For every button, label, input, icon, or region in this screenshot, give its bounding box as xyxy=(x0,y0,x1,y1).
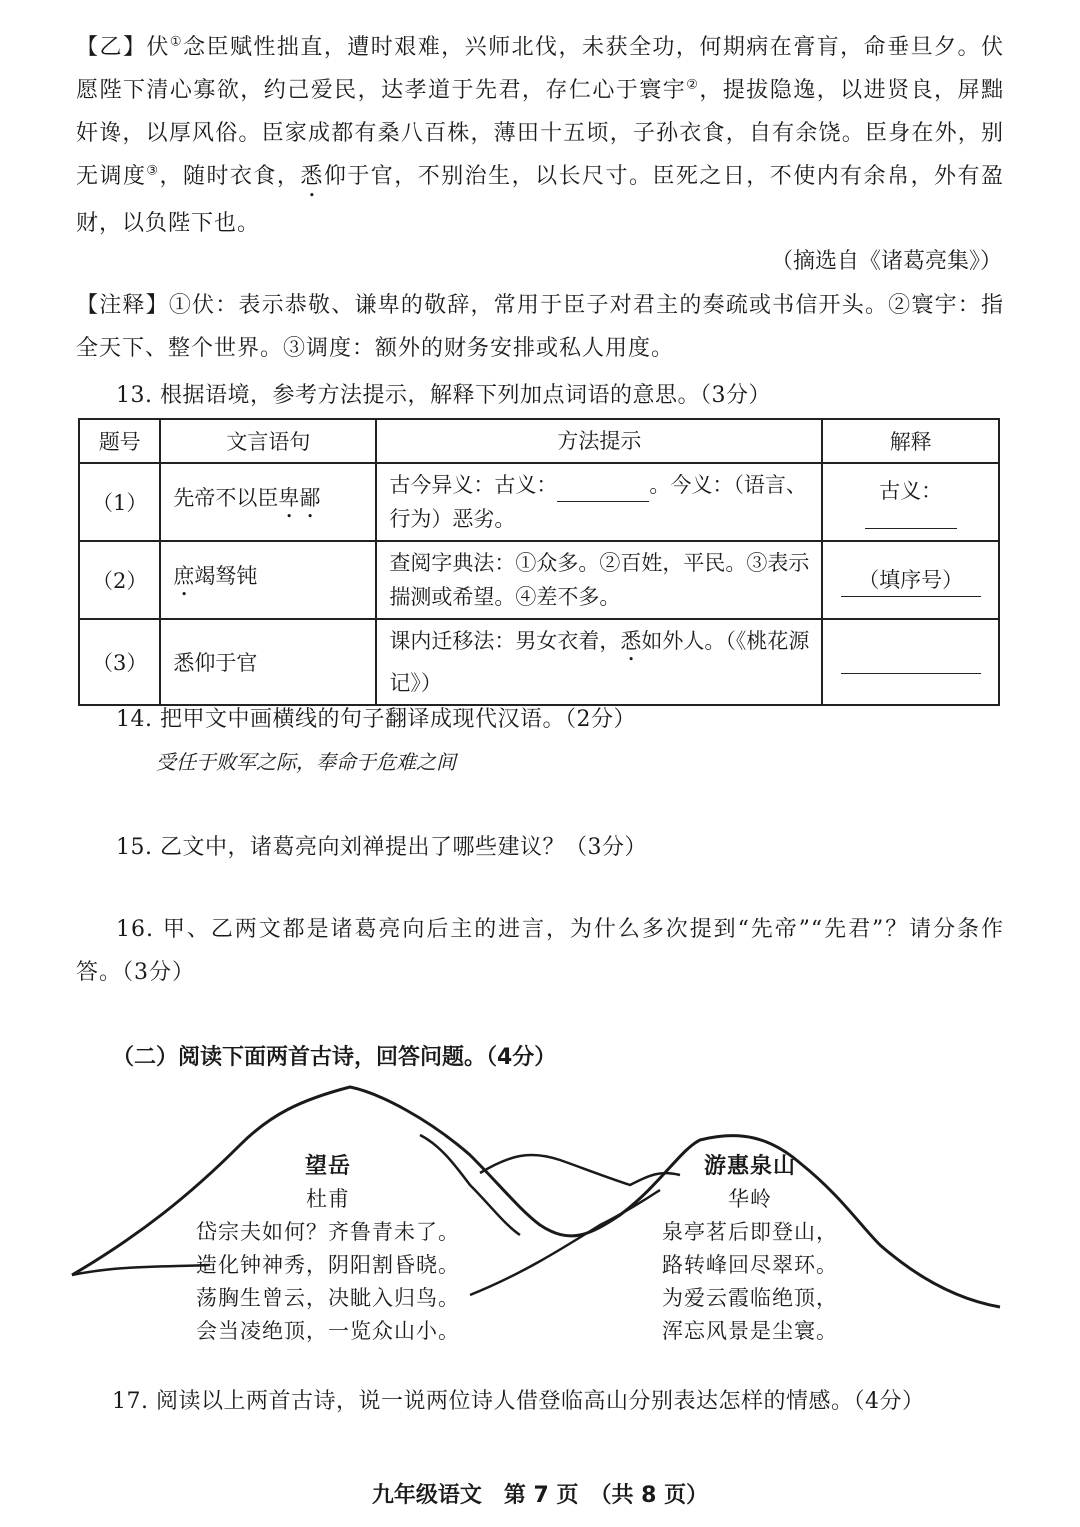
poem-line: 造化钟神秀，阴阳割昏晓。 xyxy=(196,1253,460,1277)
header-explanation: 解释 xyxy=(822,419,999,463)
answer-blank-hint[interactable] xyxy=(557,479,649,502)
poem-wangyue xyxy=(196,1150,460,1348)
question-15-title: 15. 乙文中，诸葛亮向刘禅提出了哪些建议？（3分） xyxy=(116,835,647,860)
mountain-illustration xyxy=(0,1075,1080,1335)
dotted-word-xi-hint: 悉 xyxy=(620,629,642,653)
answer-blank-2[interactable]: （填序号） xyxy=(841,564,981,597)
table-row: （3） 悉仰于官 课内迁移法：男女衣着，悉如外人。（《桃花源记》） xyxy=(79,619,999,705)
poem-line: 浑忘风景是尘寰。 xyxy=(662,1319,838,1343)
table-header-row xyxy=(79,419,999,463)
poem-line: 路转峰回尽翠环。 xyxy=(662,1253,838,1277)
ridge-line xyxy=(72,1265,210,1275)
poem-author: 华岭 xyxy=(728,1187,772,1211)
question-13-table xyxy=(78,418,1000,706)
dotted-word-xi: 悉 xyxy=(300,164,324,189)
answer-blank-3[interactable] xyxy=(841,651,981,674)
poem-line: 荡胸生曾云，决眦入归鸟。 xyxy=(196,1286,460,1310)
table-row: （2） 庶竭驽钝 查阅字典法：①众多。②百姓，平民。③表示揣测或希望。④差不多。 （填序号） xyxy=(79,541,999,619)
dotted-word-beibi: 卑鄙 xyxy=(278,485,321,510)
passage-yi: 【乙】伏①念臣赋性拙直，遭时艰难，兴师北伐，未获全功，何期病在膏肓，命垂旦夕。伏愿陛下清心寡欲，约己爱民，达孝道于先君，存仁心于寰宇②，提拔隐逸，以进贤良，屏黜奸谗，以厚风俗。臣家成都有桑八百株，薄田十五顷，子孙衣食，自有余饶。臣身在外，别无调度③，随时衣食，悉仰于官，不别治生，以长尺寸。臣死之日，不使内有余帛，外有盈财，以负陛下也。 xyxy=(76,34,1004,236)
question-17-title: 17. 阅读以上两首古诗，说一说两位诗人借登临高山分别表达怎样的情感。（4分） xyxy=(112,1389,925,1414)
poem-line: 会当凌绝顶，一览众山小。 xyxy=(196,1319,460,1343)
poem-line: 为爱云霞临绝顶， xyxy=(662,1286,838,1310)
poem-youhuiquanshan xyxy=(662,1150,838,1348)
header-sentence: 文言语句 xyxy=(160,419,376,463)
header-hint: 方法提示 xyxy=(376,419,822,463)
section-2-title: （二）阅读下面两首古诗，回答问题。（4分） xyxy=(112,1045,557,1070)
header-number: 题号 xyxy=(79,419,160,463)
source-citation: （摘选自《诸葛亮集》） xyxy=(770,249,1002,274)
question-13-title: 13. 根据语境，参考方法提示，解释下列加点词语的意思。（3分） xyxy=(116,383,771,408)
page-footer: 九年级语文 第 7 页 （共 8 页） xyxy=(371,1483,709,1508)
handwritten-answer-14: 受任于败军之际，奉命于危难之间 xyxy=(156,750,456,774)
poem-title: 望岳 xyxy=(304,1154,351,1179)
question-16-title: 16. 甲、乙两文都是诸葛亮向后主的进言，为什么多次提到“先帝”“先君”？请分条作答。（3分） xyxy=(76,917,1004,985)
answer-blank-1[interactable] xyxy=(865,506,957,529)
poem-line: 岱宗夫如何？齐鲁青未了。 xyxy=(196,1220,460,1244)
ridge-line xyxy=(480,1155,680,1185)
annotations: 【注释】①伏：表示恭敬、谦卑的敬辞，常用于臣子对君主的奏疏或书信开头。②寰宇：指全天下、整个世界。③调度：额外的财务安排或私人用度。 xyxy=(76,293,1004,361)
dotted-word-shu: 庶 xyxy=(173,563,195,588)
poem-title: 游惠泉山 xyxy=(703,1154,796,1179)
poem-author: 杜甫 xyxy=(306,1187,350,1211)
poem-line: 泉亭茗后即登山， xyxy=(662,1220,838,1244)
question-14-title: 14. 把甲文中画横线的句子翻译成现代汉语。（2分） xyxy=(116,707,636,732)
table-row: （1） 先帝不以臣卑鄙 古今异义：古义： 。今义：（语言、行为）恶劣。 古义： xyxy=(79,463,999,541)
